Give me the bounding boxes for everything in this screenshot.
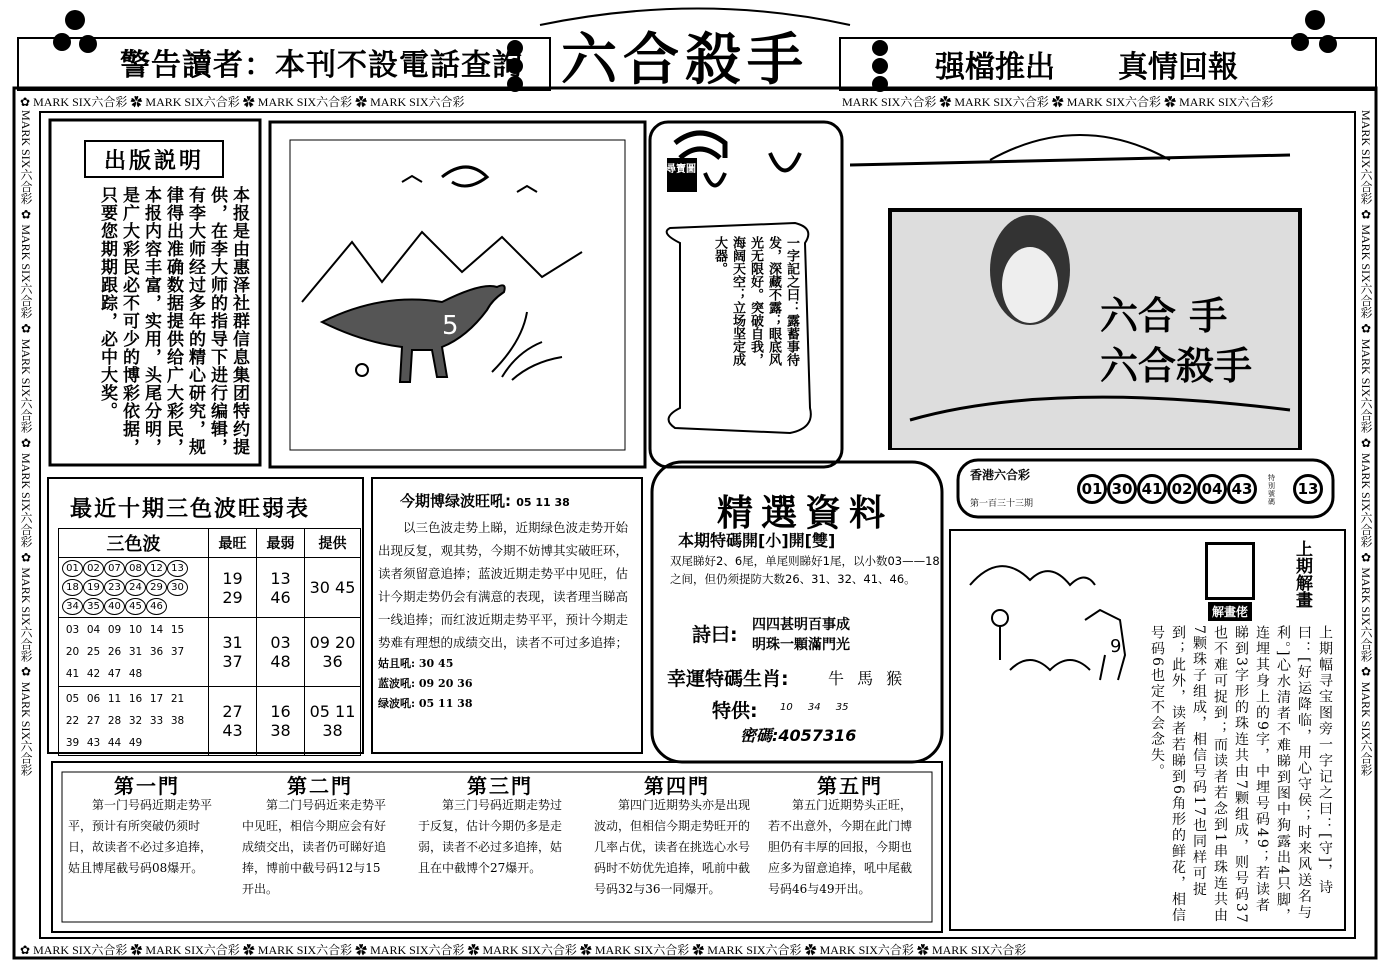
wave-ball: 11 <box>107 693 122 705</box>
horseshoe-icon <box>770 153 800 171</box>
wave-ball: 32 <box>128 715 143 727</box>
wave-ball: 01 <box>62 560 83 577</box>
pot-icon <box>705 173 725 186</box>
wave-ball: 05 <box>65 693 80 705</box>
poster-title-line1: 六合 手 <box>1100 294 1228 338</box>
poem: 四四甚明百事成 明珠一顆滿門光 <box>752 617 850 653</box>
dino-number: 5 <box>442 311 459 341</box>
wave-ball: 12 <box>146 560 167 577</box>
selected-line2: 双尾睇好2、6尾，单尾则睇好1尾，以小数03——18之间，但仍须提防大数26、31、32、41、46。 <box>670 554 940 586</box>
zodiac-values: 牛 馬 猴 <box>828 669 907 688</box>
swirl-icon <box>442 167 487 186</box>
treasure-badge-label: 尋寶圖 <box>666 164 696 175</box>
flower-icon: ✿ <box>804 943 820 957</box>
wave-ball: 25 <box>86 646 101 658</box>
result-ball: 02 <box>1167 474 1197 504</box>
wave-table <box>58 528 361 756</box>
gate-5-title: 第五門 <box>817 774 883 798</box>
wave-ball: 48 <box>128 668 143 680</box>
wave-ball: 02 <box>83 560 104 577</box>
selected-title: 精選資料 <box>716 493 893 534</box>
portrait-face <box>1002 247 1058 323</box>
wave-ball: 13 <box>167 560 188 577</box>
dinosaur-icon <box>322 285 505 382</box>
result-ball: 01 <box>1077 474 1107 504</box>
wave-ball: 46 <box>146 598 167 615</box>
gate-3-title: 第三門 <box>467 774 533 798</box>
wave-ball: 19 <box>83 579 104 596</box>
scroll-body: 一字記之曰：露蓄事待发，深藏不露；眼底风光无限好。突破自我，海阔天空；立场坚定成大器。 <box>712 236 799 366</box>
poster-title-line2: 六合殺手 <box>1100 344 1253 388</box>
wave-table-title: 最近十期三色波旺弱表 <box>70 497 311 522</box>
wave-ball: 42 <box>86 668 101 680</box>
dinosaur-illustration <box>292 142 623 448</box>
gate-4-title: 第四門 <box>644 774 710 798</box>
warning-notice: 警告讀者：本刊不設電話查詢 <box>120 48 523 83</box>
flower-icon: ✿ <box>20 943 34 957</box>
publication-body: 本报是由惠泽社群信息集团特约提供，在李大师的指导下进行编辑，有李大师经过多年的精心研究，规律得出准确数据提供给广大彩民，本报内容丰富，实用，头尾分明，是广大彩民必不可少的博彩依据，只要您期期跟踪，必中大奖。 <box>97 186 249 456</box>
col-wave: 三色波 <box>59 529 209 558</box>
right-strip: MARK SIX六合彩 ✿ MARK SIX六合彩 ✿ MARK SIX六合彩 ✿ MARK SIX六合彩 ✿ MARK SIX六合彩 ✿ MARK SIX六合彩 <box>1359 110 1373 777</box>
wave-ball: 41 <box>65 668 80 680</box>
last-issue-title: 上期解畫 <box>1292 540 1312 608</box>
wave-ball: 24 <box>125 579 146 596</box>
wave-ball: 31 <box>128 646 143 658</box>
headline-balls: 05 11 38 <box>516 496 570 509</box>
gate-2-title: 第二門 <box>287 774 353 798</box>
flower-icon: ✿ <box>1051 95 1067 109</box>
wave-ball: 44 <box>107 737 122 749</box>
wave-ball: 36 <box>149 646 164 658</box>
wave-ball: 45 <box>125 598 146 615</box>
slogan-left: 强檔推出 <box>935 50 1055 85</box>
hot-cell: 31 37 <box>209 618 257 687</box>
wave-ball: 21 <box>170 693 185 705</box>
red-wave-balls <box>59 558 209 618</box>
col-hot: 最旺 <box>209 529 257 558</box>
flower-icon: ✿ <box>242 95 258 109</box>
results-period: 第一百三十三期 <box>970 499 1034 509</box>
top-strip-left: ✿ MARK SIX六合彩 ✿ MARK SIX六合彩 ✿ MARK SIX六合彩 ✿ MARK SIX六合彩 <box>20 95 465 109</box>
slogan-right: 真情回報 <box>1118 50 1238 85</box>
wave-ball: 34 <box>62 598 83 615</box>
offer-cell: 09 20 36 <box>305 618 361 687</box>
result-ball: 43 <box>1227 474 1257 504</box>
selected-line1: 本期特碼開[小]開[雙] <box>678 531 836 550</box>
dog-number: 9 <box>1110 636 1122 657</box>
wave-ball: 35 <box>83 598 104 615</box>
blue-wave-pick: 蓝波吼: 09 20 36 <box>378 677 473 690</box>
wave-ball: 28 <box>107 715 122 727</box>
offer-cell: 30 45 <box>305 558 361 618</box>
bottom-strip: ✿ MARK SIX六合彩 ✿ MARK SIX六合彩 ✿ MARK SIX六合彩 ✿ MARK SIX六合彩 ✿ MARK SIX六合彩 ✿ MARK SIX六合彩 ✿ MARK SIX六合彩 ✿ MARK SIX六合彩 ✿ MARK SIX六合彩 <box>20 943 1027 957</box>
result-ball: 30 <box>1107 474 1137 504</box>
gate-3-body: 第三门号码近期走势过于反复，估计今期仍多是走弱，读者不必过多追捧，姑且在中截博个27爆开。 <box>418 798 563 875</box>
wave-ball: 20 <box>65 646 80 658</box>
flower-icon: ✿ <box>1164 95 1180 109</box>
gate-5-body: 第五门近期势头正旺，若不出意外，今期在此门博胆仍有丰厚的回报，今期也应多为留意追捧，吼中尾截号码46与49开出。 <box>768 798 913 896</box>
grass-icon <box>492 312 562 380</box>
mountain-icon <box>970 566 1095 585</box>
top-strip-right: MARK SIX六合彩 ✿ MARK SIX六合彩 ✿ MARK SIX六合彩 ✿ MARK SIX六合彩 <box>842 95 1274 109</box>
article-body: 以三色波走势上睇，近期绿色波走势开始出现反复，观其势，今期不妨博其实破旺环，读者须留意追捧；蓝波近期走势平中见旺，估计今期走势仍会有满意的表现，读者理当睇高一线追捧；而红波近期走势平平，预计今期走势难有理想的成绩交出，读者不可过多追捧； 姑且吼: 30 45 蓝波吼: 09 20 36 绿波吼: 05 11 38 <box>378 516 634 714</box>
flower-icon: ✿ <box>20 95 34 109</box>
wave-ball: 17 <box>149 693 164 705</box>
halo-icon <box>990 135 1170 160</box>
masthead-title: 六合殺手 <box>561 28 809 93</box>
special-ball: 13 <box>1293 474 1323 504</box>
wave-ball: 08 <box>125 560 146 577</box>
special-label: 特供: <box>712 700 758 722</box>
poem-label: 詩曰: <box>692 624 738 646</box>
wave-ball: 22 <box>65 715 80 727</box>
interpreter-badge: 解畫佬 <box>1208 602 1252 621</box>
green-wave-balls <box>59 687 209 756</box>
result-ball: 41 <box>1137 474 1167 504</box>
col-offer: 提供 <box>305 529 361 558</box>
offer-cell: 05 11 38 <box>305 687 361 756</box>
article-headline: 今期博绿波旺吼: 05 11 38 <box>400 492 570 510</box>
arch-icon <box>675 133 725 158</box>
answer-box <box>1205 542 1255 600</box>
wave-ball: 37 <box>170 646 185 658</box>
flower-icon: ✿ <box>916 943 932 957</box>
wave-ball: 43 <box>86 737 101 749</box>
password: 密碼:4057316 <box>740 726 857 745</box>
poster-illustration <box>850 120 1305 450</box>
wave-ball: 03 <box>65 624 80 636</box>
red-wave-pick: 姑且吼: 30 45 <box>378 657 454 670</box>
wave-ball: 47 <box>107 668 122 680</box>
gate-4-body: 第四门近期势头亦是出现波动，但相信今期走势旺开的几率占优，读者在挑选心水号码时不妨优先追捧，吼前中截号码32与36一同爆开。 <box>594 798 751 896</box>
result-ball: 04 <box>1197 474 1227 504</box>
flower-icon: ✿ <box>130 943 146 957</box>
wave-ball: 40 <box>104 598 125 615</box>
flower-icon: ✿ <box>692 943 708 957</box>
flower-icon: ✿ <box>467 943 483 957</box>
green-wave-pick: 绿波吼: 05 11 38 <box>378 697 473 710</box>
wave-ball: 26 <box>107 646 122 658</box>
left-strip: MARK SIX六合彩 ✿ MARK SIX六合彩 ✿ MARK SIX六合彩 ✿ MARK SIX六合彩 ✿ MARK SIX六合彩 ✿ MARK SIX六合彩 <box>19 110 33 777</box>
ball-icon <box>356 364 368 376</box>
wave-ball: 04 <box>86 624 101 636</box>
wave-ball: 39 <box>65 737 80 749</box>
flower-icon: ✿ <box>579 943 595 957</box>
gate-2-body: 第二门号码近来走势平中见旺，相信今期应会有好成绩交出，读者仍可睇好追捧，博前中截号码12与15开出。 <box>242 798 387 896</box>
wave-ball: 49 <box>128 737 143 749</box>
flower-icon: ✿ <box>939 95 955 109</box>
poster-frame <box>890 210 1300 450</box>
flower-icon <box>992 610 1008 626</box>
special-values: 10 34 35 <box>780 702 849 713</box>
wave-ball: 29 <box>146 579 167 596</box>
last-issue-body: 上期幅寻宝图旁一字记之曰：[守]，诗曰：[好运降临，用心守侯；时来风送名与利。]心水清者不难睇到图中狗露出4只脚，连埋其身上的9字，中埋号码49；若读者睇到3字形的珠连共由7颗组成，则号码37也不难可捉到；而读者若念到1串珠连共由7颗珠子组成，相信号码17也同样可捉到；此外，读者若睇到6角形的鲜花，相信号码6也定不会念失。 <box>1149 625 1333 925</box>
gate-1-body: 第一门号码近期走势平平，预计有所突破仍须时日，故读者不必过多追捧，姑且博尾截号码08爆开。 <box>68 798 213 875</box>
wave-ball: 23 <box>104 579 125 596</box>
blue-wave-balls <box>59 618 209 687</box>
gate-1-title: 第一門 <box>114 774 180 798</box>
cold-cell: 13 46 <box>257 558 305 618</box>
mountain-icon <box>302 232 582 302</box>
special-number-label: 特別號碼 <box>1268 474 1275 506</box>
hot-cell: 27 43 <box>209 687 257 756</box>
wave-ball: 15 <box>170 624 185 636</box>
wave-ball: 07 <box>104 560 125 577</box>
wave-ball: 16 <box>128 693 143 705</box>
wave-ball: 09 <box>107 624 122 636</box>
flower-icon: ✿ <box>355 943 371 957</box>
flower-icon: ✿ <box>130 95 146 109</box>
publication-title: 出版説明 <box>84 140 224 178</box>
col-cold: 最弱 <box>257 529 305 558</box>
wave-ball: 30 <box>167 579 188 596</box>
wave-ball: 06 <box>86 693 101 705</box>
wave-ball: 14 <box>149 624 164 636</box>
cold-cell: 03 48 <box>257 618 305 687</box>
wave-ball: 33 <box>149 715 164 727</box>
wave-ball: 27 <box>86 715 101 727</box>
wave-ball: 18 <box>62 579 83 596</box>
cold-cell: 16 38 <box>257 687 305 756</box>
wave-ball: 10 <box>128 624 143 636</box>
results-label: 香港六合彩 <box>970 468 1031 482</box>
flower-icon: ✿ <box>355 95 371 109</box>
zodiac-label: 幸運特碼生肖: <box>667 668 789 690</box>
hot-cell: 19 29 <box>209 558 257 618</box>
wave-ball: 38 <box>170 715 185 727</box>
flower-icon: ✿ <box>242 943 258 957</box>
